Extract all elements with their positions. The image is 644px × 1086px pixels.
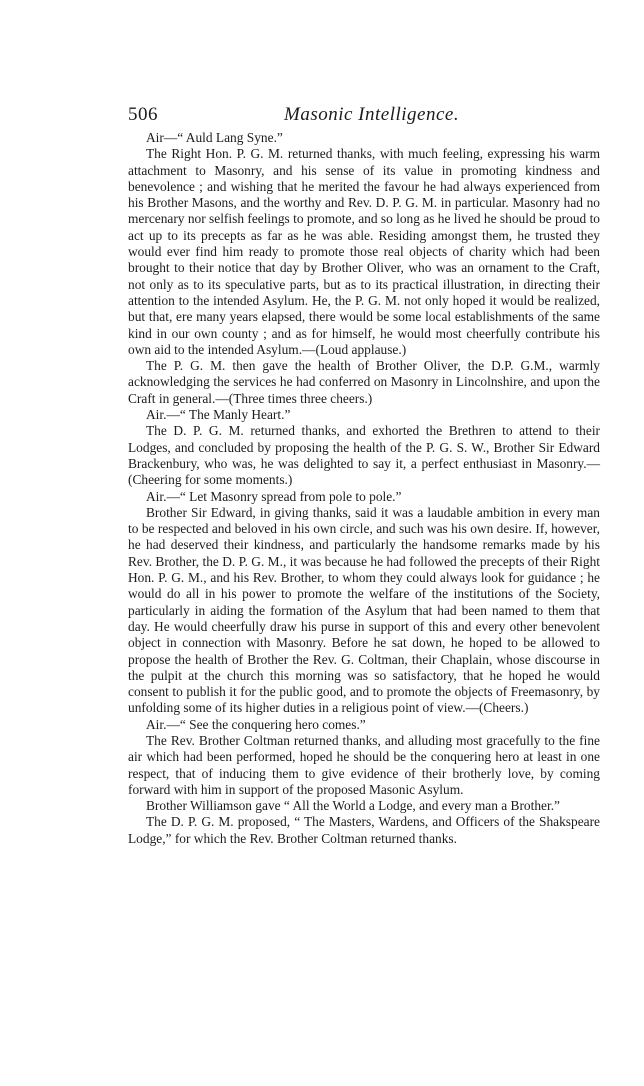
paragraph-sir-edward-thanks: Brother Sir Edward, in giving thanks, said it was a laudable ambition in every man to be respected and beloved in his own circle, and such was his own desire. If, however, he had deserved their kindness, and particularly the handsome remarks made by his Rev. Brother, the D. P. G. M., it was because he had followed the precepts of their Right Hon. P. G. M., and his Rev. Brother, to whom they could always look for guidance ; he would do all in his power to promote the welfare of the institutions of the Society, particularly in aiding the formation of the Asylum that had been named to them that day. He would cheerfully draw his purse in support of this and every other benevolent object in connection with Masonry. Before he sat down, he hoped to be allowed to propose the health of Brother the Rev. G. Coltman, their Chaplain, whose discourse in the pulpit at the church this morning was so satisfactory, that he hoped he would consent to publish it for the public good, and to promote the objects of Freemasonry, by unfolding some of its higher duties in a religious point of view.—(Cheers.) xyxy=(128,504,600,716)
running-head xyxy=(128,104,600,126)
paragraph-dpgm-thanks: The D. P. G. M. returned thanks, and exhorted the Brethren to attend to their Lodges, and concluded by proposing the health of the P. G. S. W., Brother Sir Edward Brackenbury, who was, he was delighted to say it, a perfect enthusiast in Masonry.—(Cheering for some moments.) xyxy=(128,423,600,488)
page-number: 506 xyxy=(128,104,158,125)
paragraph-health-oliver: The P. G. M. then gave the health of Brother Oliver, the D.P. G.M., warmly acknowledging the services he had conferred on Masonry in Lincolnshire, and upon the Craft in general.—(Three times three cheers.) xyxy=(128,358,600,406)
paragraph-air-let-masonry-spread: Air.—“ Let Masonry spread from pole to pole.” xyxy=(146,488,402,504)
paragraph-pgm-thanks: The Right Hon. P. G. M. returned thanks, with much feeling, expressing his warm attachment to Masonry, and his sense of its value in promoting kindness and benevolence ; and wishing that he merited the favour he had always experienced from his Brother Masons, and the worthy and Rev. D. P. G. M. in particular. Masonry had no mercenary nor selfish feelings to promote, and so long as he lived he should be proud to act up to its precepts as far as he was able. Residing amongst them, he trusted they would ever find him ready to promote those real objects of charity which had been brought to their notice that day by Brother Oliver, who was an ornament to the Craft, not only as to its speculative parts, but as to its practical illustration, in directing their attention to the intended Asylum. He, the P. G. M. not only hoped it would be realized, but that, ere many years elapsed, there would be some local establishments of the same kind in our own county ; and as for himself, he would most cheerfully contribute his own aid to the intended Asylum.—(Loud applause.) xyxy=(128,146,600,357)
body-text xyxy=(128,130,600,847)
paragraph-air-auld-lang-syne: Air—“ Auld Lang Syne.” xyxy=(146,130,283,145)
paragraph-shakspeare-lodge-toast: The D. P. G. M. proposed, “ The Masters, Wardens, and Officers of the Shakspeare Lodge,” for which the Rev. Brother Coltman returned thanks. xyxy=(128,814,600,846)
running-title: Masonic Intelligence. xyxy=(284,104,460,125)
paragraph-air-manly-heart: Air.—“ The Manly Heart.” xyxy=(146,407,291,423)
paragraph-coltman-thanks: The Rev. Brother Coltman returned thanks, and alluding most gracefully to the fine air which had been performed, hoped he should be the conquering hero at least in one respect, that of inducing them to give evidence of their brotherly love, by coming forward with him in support of the proposed Masonic Asylum. xyxy=(128,732,600,797)
paragraph-williamson-toast: Brother Williamson gave “ All the World a Lodge, and every man a Brother.” xyxy=(146,798,560,814)
paragraph-air-conquering-hero: Air.—“ See the conquering hero comes.” xyxy=(146,716,366,732)
